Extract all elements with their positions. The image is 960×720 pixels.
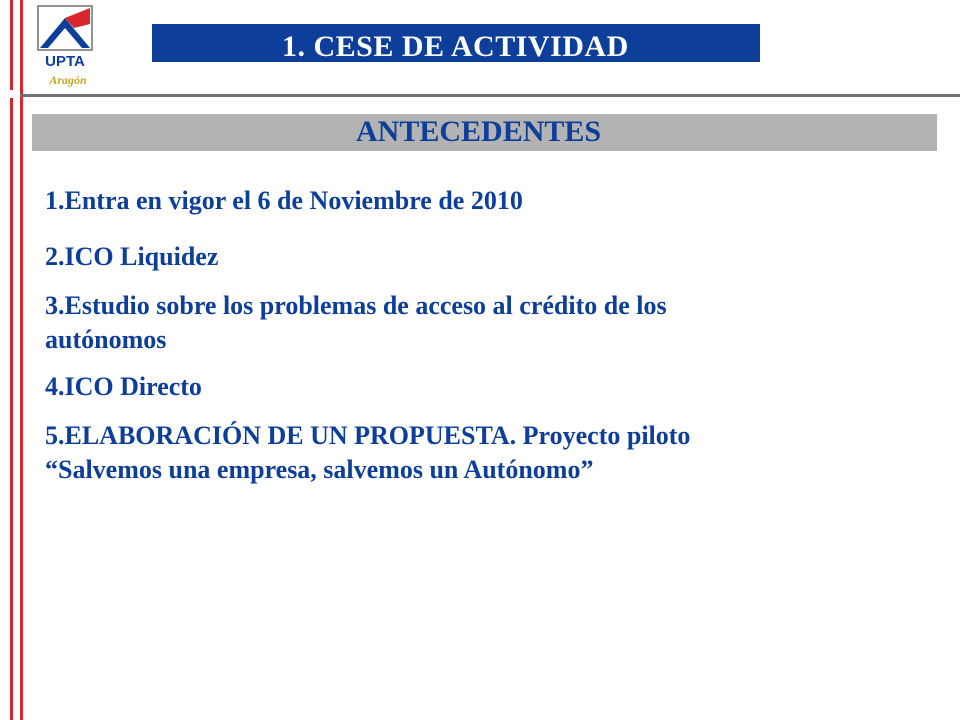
list-item-line: 2.ICO Liquidez xyxy=(45,242,219,271)
section-title: ANTECEDENTES xyxy=(356,115,602,148)
header-gray-rule xyxy=(0,94,960,97)
list-item xyxy=(45,289,925,357)
logo-subtext: Aragón xyxy=(49,73,87,87)
page-title: 1. CESE DE ACTIVIDAD xyxy=(282,30,629,63)
upta-aragon-logo xyxy=(34,4,96,90)
list-item xyxy=(45,240,925,274)
left-red-rule xyxy=(20,0,23,720)
list-item-line: 4.ICO Directo xyxy=(45,372,202,401)
list-item xyxy=(45,370,925,404)
list-item-line-cont: autónomos xyxy=(45,325,167,354)
list-item-line: 3.Estudio sobre los problemas de acceso al crédito de los xyxy=(45,291,667,320)
antecedentes-list xyxy=(45,184,925,487)
list-item-line: 1.Entra en vigor el 6 de Noviembre de 2010 xyxy=(45,186,523,215)
list-item xyxy=(45,419,925,487)
logo-text: UPTA xyxy=(45,53,85,70)
list-item-line-cont: “Salvemos una empresa, salvemos un Autónomo” xyxy=(45,455,594,484)
header-rule-gap xyxy=(0,90,20,98)
list-item xyxy=(45,184,925,218)
left-red-rule-outer xyxy=(10,0,13,720)
list-item-line: 5.ELABORACIÓN DE UN PROPUESTA. Proyecto piloto xyxy=(45,421,691,450)
